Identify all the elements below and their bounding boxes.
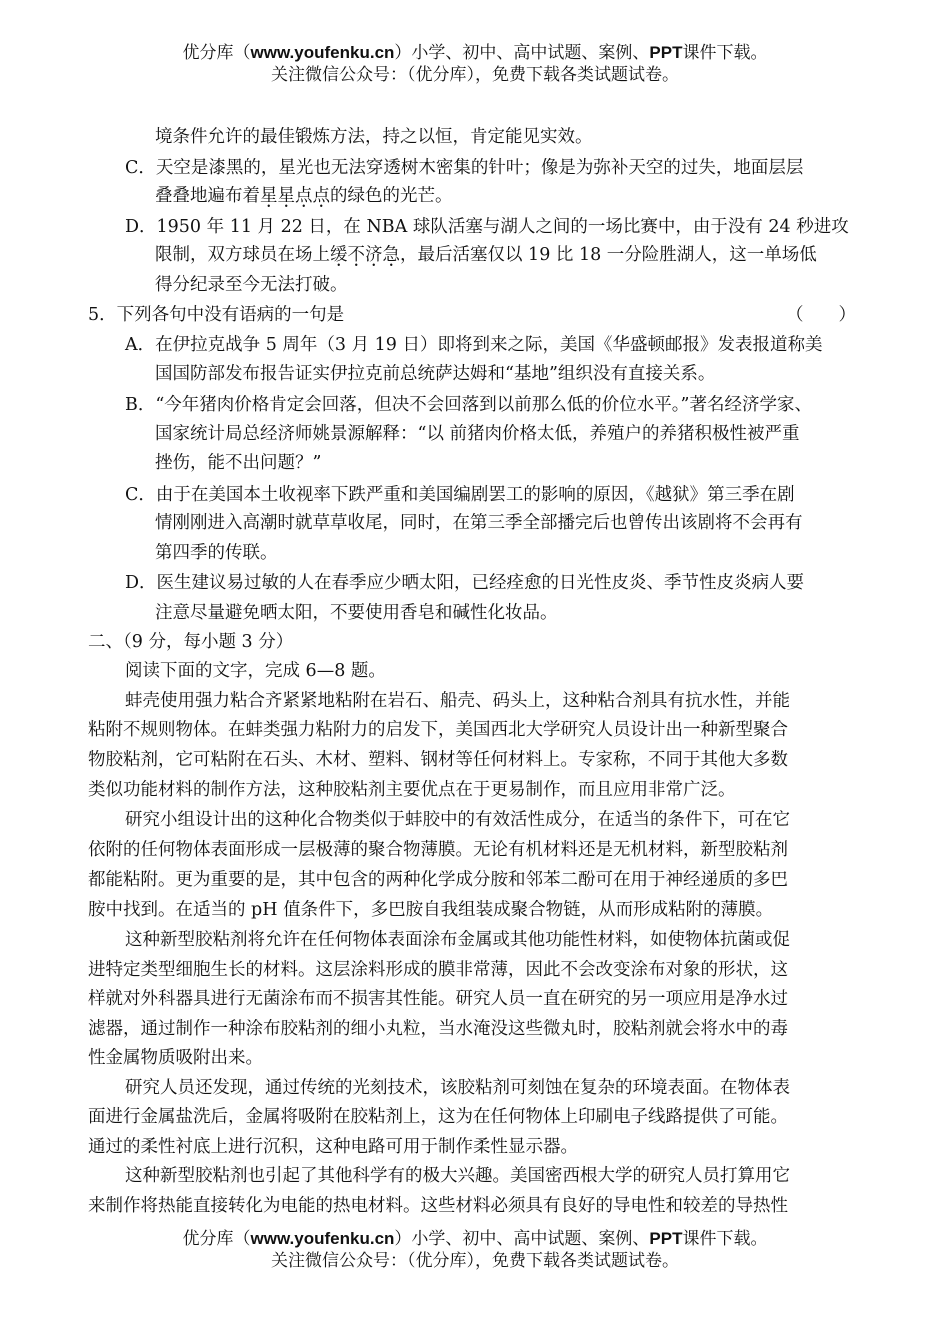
page-header <box>0 42 950 86</box>
footer-line-1: 优分库（www.youfenku.cn）小学、初中、高中试题、案例、PPT课件下载。 <box>182 1229 768 1249</box>
passage-line: 进特定类型细胞生长的材料。这层涂料形成的膜非常薄，因此不会改变涂布对象的形状，这 <box>88 960 788 980</box>
header-line-2: 关注微信公众号：（优分库），免费下载各类试题试卷。 <box>271 65 679 85</box>
q5-answer-paren: （ ） <box>786 305 856 325</box>
site-url[interactable]: www.youfenku.cn <box>250 1229 395 1248</box>
q5-option-c-line1: C．由于在美国本土收视率下跌严重和美国编剧罢工的影响的原因，《越狱》第三季在剧 <box>125 485 795 505</box>
passage-line: 滤器，通过制作一种涂布胶粘剂的细小丸粒，当水淹没这些微丸时，胶粘剂就会将水中的毒 <box>88 1019 788 1039</box>
q4-option-d-line1: D．1950 年 11 月 22 日，在 NBA 球队活塞与湖人之间的一场比赛中，由于没有 24 秒进攻 <box>125 217 849 237</box>
q5-option-a-line1: A．在伊拉克战争 5 周年（3 月 19 日）即将到来之际，美国《华盛顿邮报》发表报道称美 <box>125 335 823 355</box>
q5-option-c-line2: 情刚刚进入高潮时就草草收尾，同时，在第三季全部播完后也曾传出该剧将不会再有 <box>155 513 803 533</box>
site-url[interactable]: www.youfenku.cn <box>250 43 395 62</box>
q5-option-d-line1: D．医生建议易过敏的人在春季应少晒太阳，已经痊愈的日光性皮炎、季节性皮炎病人要 <box>125 573 805 593</box>
header-line-1: 优分库（www.youfenku.cn）小学、初中、高中试题、案例、PPT课件下载。 <box>182 43 768 63</box>
passage-line: 性金属物质吸附出来。 <box>88 1048 263 1068</box>
section-2-title: 二、（9 分，每小题 3 分） <box>88 632 294 652</box>
passage-line: 研究人员还发现，通过传统的光刻技术，该胶粘剂可刻蚀在复杂的环境表面。在物体表 <box>125 1078 790 1098</box>
q4-option-d-line3: 得分纪录至今无法打破。 <box>155 275 348 295</box>
q5-option-b-line2: 国家统计局总经济师姚景源解释：“以 前猪肉价格太低，养殖户的养猪积极性被严重 <box>155 424 800 444</box>
passage-line: 样就对外科器具进行无菌涂布而不损害其性能。研究人员一直在研究的另一项应用是净水过 <box>88 989 788 1009</box>
passage-line: 面进行金属盐洗后，金属将吸附在胶粘剂上，这为在任何物体上印刷电子线路提供了可能。 <box>88 1107 788 1127</box>
passage-line: 都能粘附。更为重要的是，其中包含的两种化学成分胺和邻苯二酚可在用于神经递质的多巴 <box>88 870 788 890</box>
passage-line: 粘附不规则物体。在蚌类强力粘附力的启发下，美国西北大学研究人员设计出一种新型聚合 <box>88 720 788 740</box>
passage-line: 通过的柔性衬底上进行沉积，这种电路可用于制作柔性显示器。 <box>88 1137 578 1157</box>
q4-option-c-line1: C．天空是漆黑的，星光也无法穿透树木密集的针叶；像是为弥补天空的过失，地面层层 <box>125 158 804 178</box>
passage-line: 依附的任何物体表面形成一层极薄的聚合物薄膜。无论有机材料还是无机材料，新型胶粘剂 <box>88 840 788 860</box>
passage-line: 研究小组设计出的这种化合物类似于蚌胶中的有效活性成分，在适当的条件下，可在它 <box>125 810 790 830</box>
q5-option-b-line3: 挫伤，能不出问题？” <box>155 453 322 473</box>
q5-option-b-line1: B．“今年猪肉价格肯定会回落，但决不会回落到以前那么低的价位水平。”著名经济学家、 <box>125 395 813 415</box>
passage-line: 胺中找到。在适当的 pH 值条件下，多巴胺自我组装成聚合物链，从而形成粘附的薄膜。 <box>88 900 774 920</box>
passage-line: 这种新型胶粘剂也引起了其他科学有的极大兴趣。美国密西根大学的研究人员打算用它 <box>125 1166 790 1186</box>
passage-line: 来制作将热能直接转化为电能的热电材料。这些材料必须具有良好的导电性和较差的导热性 <box>88 1196 788 1216</box>
q4-option-d-line2: 限制，双方球员在场上缓不济急，最后活塞仅以 19 比 18 一分险胜湖人，这一单场低 <box>155 245 817 265</box>
passage-line: 类似功能材料的制作方法，这种胶粘剂主要优点在于更易制作，而且应用非常广泛。 <box>88 780 736 800</box>
dotted-phrase: 星星点点 <box>260 186 330 206</box>
q4-option-c-line2: 叠叠地遍布着星星点点的绿色的光芒。 <box>155 186 453 206</box>
page-footer <box>0 1228 950 1272</box>
passage-line: 物胶粘剂，它可粘附在石头、木材、塑料、钢材等任何材料上。专家称，不同于其他大多数 <box>88 750 788 770</box>
q4-option-b-tail: 境条件允许的最佳锻炼方法，持之以恒，肯定能见实效。 <box>155 127 593 147</box>
dotted-phrase: 缓不济急 <box>330 245 400 265</box>
section-2-instruction: 阅读下面的文字，完成 6—8 题。 <box>125 661 386 681</box>
q5-option-a-line2: 国国防部发布报告证实伊拉克前总统萨达姆和“基地”组织没有直接关系。 <box>155 364 716 384</box>
q5-option-c-line3: 第四季的传联。 <box>155 543 278 563</box>
passage-line: 蚌壳使用强力粘合齐紧紧地粘附在岩石、船壳、码头上，这种粘合剂具有抗水性，并能 <box>125 691 790 711</box>
q5-option-d-line2: 注意尽量避免晒太阳，不要使用香皂和碱性化妆品。 <box>155 603 558 623</box>
passage-line: 这种新型胶粘剂将允许在任何物体表面涂布金属或其他功能性材料，如使物体抗菌或促 <box>125 930 790 950</box>
footer-line-2: 关注微信公众号：（优分库），免费下载各类试题试卷。 <box>271 1251 679 1271</box>
q5-stem: 5．下列各句中没有语病的一句是 <box>88 305 345 325</box>
